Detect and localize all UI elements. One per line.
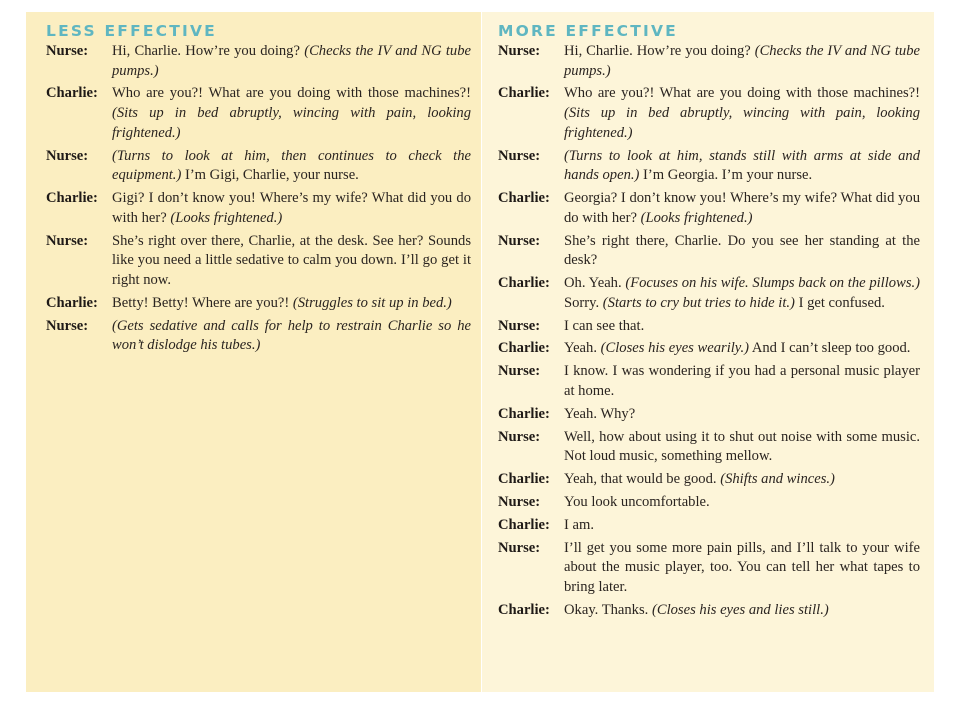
spoken-text: You look uncomfortable. <box>564 494 710 511</box>
dialogue-line <box>498 274 920 313</box>
dialogue-text <box>564 232 920 271</box>
spoken-text: Yeah. <box>564 340 601 357</box>
dialogue-text <box>564 362 920 401</box>
stage-direction: (Turns to look at him, stands still with arms at side and hands open.) <box>564 147 920 184</box>
speaker-label: Charlie: <box>498 471 550 488</box>
dialogue-text <box>112 232 471 291</box>
speaker-label: Nurse: <box>498 317 541 334</box>
dialogue-line <box>46 189 471 228</box>
dialogue-text <box>564 516 920 536</box>
less-effective-panel <box>26 12 481 692</box>
dialogue-text <box>564 405 920 425</box>
stage-direction: (Looks frightened.) <box>640 209 753 226</box>
speaker-label: Nurse: <box>498 363 541 380</box>
dialogue-line <box>498 362 920 401</box>
stage-direction: (Shifts and winces.) <box>720 471 835 488</box>
stage-direction: (Checks the IV and NG tube pumps.) <box>112 43 471 79</box>
dialogue-text <box>112 294 471 314</box>
dialogue-text <box>564 189 920 228</box>
dialogue-text <box>564 493 920 513</box>
stage-direction: (Struggles to sit up in bed.) <box>292 294 452 311</box>
stage-direction: (Gets sedative and calls for help to restrain Charlie so he won’t dislodge his tubes.) <box>112 317 471 354</box>
dialogue-line <box>46 232 471 291</box>
speaker-label: Nurse: <box>498 494 541 511</box>
spoken-text: Okay. Thanks. <box>564 601 652 618</box>
dialogue-text <box>564 42 920 81</box>
spoken-text: Betty! Betty! Where are you?! <box>112 294 293 311</box>
more-effective-panel <box>482 12 934 692</box>
spoken-text: Hi, Charlie. How’re you doing? <box>112 43 305 59</box>
speaker-label: Nurse: <box>498 539 541 556</box>
spoken-text: I am. <box>564 516 594 533</box>
dialogue-line <box>498 84 920 143</box>
spoken-text: Gigi? I don’t know you! Where’s my wife? What did you do with her? <box>112 190 471 226</box>
spoken-text: Sorry. <box>564 294 603 311</box>
speaker-label: Charlie: <box>498 85 550 102</box>
spoken-text: Yeah. Why? <box>564 405 636 422</box>
spoken-text: I’m Georgia. I’m your nurse. <box>639 167 813 184</box>
speaker-label: Charlie: <box>498 340 550 357</box>
speaker-label: Nurse: <box>498 232 541 249</box>
dialogue-text <box>112 147 471 186</box>
dialogue-text <box>564 601 920 621</box>
dialogue-line <box>498 42 920 81</box>
dialogue-line <box>46 317 471 356</box>
dialogue-text <box>564 428 920 467</box>
dialogue-line <box>498 493 920 513</box>
stage-direction: (Sits up in bed abruptly, wincing with pain, looking frightened.) <box>564 105 920 141</box>
spoken-text: Hi, Charlie. How’re you doing? <box>564 43 755 59</box>
spoken-text: I can see that. <box>564 317 645 334</box>
speaker-label: Charlie: <box>498 516 550 533</box>
spoken-text: Georgia? I don’t know you! Where’s my wife? What did you do with her? <box>564 190 920 226</box>
spoken-text: Who are you?! What are you doing with those machines?! <box>112 85 471 102</box>
more-effective-heading: MORE EFFECTIVE <box>498 22 678 40</box>
speaker-label: Nurse: <box>498 43 541 59</box>
spoken-text: I’m Gigi, Charlie, your nurse. <box>181 167 359 184</box>
speaker-label: Nurse: <box>498 428 541 445</box>
dialogue-line <box>498 405 920 425</box>
dialogue-text <box>112 317 471 356</box>
dialogue-line <box>46 147 471 186</box>
dialogue-line <box>498 317 920 337</box>
dialogue-text <box>112 42 471 81</box>
dialogue-line <box>498 470 920 490</box>
dialogue-line <box>498 539 920 598</box>
dialogue-line <box>46 84 471 143</box>
stage-direction: (Starts to cry but tries to hide it.) <box>602 294 795 311</box>
speaker-label: Charlie: <box>498 601 550 618</box>
dialogue-text <box>564 339 920 359</box>
speaker-label: Nurse: <box>46 317 89 334</box>
stage-direction: (Closes his eyes and lies still.) <box>651 601 829 618</box>
dialogue-line <box>498 428 920 467</box>
less-effective-heading: LESS EFFECTIVE <box>46 22 217 40</box>
dialogue-text <box>564 470 920 490</box>
stage-direction: (Checks the IV and NG tube pumps.) <box>564 43 920 79</box>
more-effective-dialogue <box>498 42 920 624</box>
spoken-text: I get confused. <box>794 294 885 311</box>
spoken-text: Well, how about using it to shut out noise with some music. Not loud music, something mellow. <box>564 428 920 465</box>
stage-direction: (Looks frightened.) <box>170 209 283 226</box>
speaker-label: Nurse: <box>46 43 89 59</box>
dialogue-line <box>46 42 471 81</box>
dialogue-line <box>498 339 920 359</box>
dialogue-text <box>564 539 920 598</box>
spoken-text: Yeah, that would be good. <box>564 471 721 488</box>
speaker-label: Charlie: <box>498 405 550 422</box>
speaker-label: Charlie: <box>46 294 98 311</box>
speaker-label: Nurse: <box>498 147 541 164</box>
stage-direction: (Turns to look at him, then continues to check the equipment.) <box>112 147 471 184</box>
spoken-text: I know. I was wondering if you had a personal music player at home. <box>564 363 920 399</box>
spoken-text: Who are you?! What are you doing with those machines?! <box>564 85 920 102</box>
dialogue-text <box>112 189 471 228</box>
dialogue-line <box>498 601 920 621</box>
spoken-text: She’s right there, Charlie. Do you see her standing at the desk? <box>564 232 920 269</box>
spoken-text: Oh. Yeah. <box>564 275 626 292</box>
speaker-label: Charlie: <box>46 190 98 207</box>
stage-direction: (Sits up in bed abruptly, wincing with pain, looking frightened.) <box>112 105 471 141</box>
stage-direction: (Focuses on his wife. Slumps back on the pillows.) <box>625 275 921 292</box>
dialogue-text <box>564 317 920 337</box>
spoken-text: And I can’t sleep too good. <box>749 340 911 357</box>
dialogue-line <box>498 232 920 271</box>
dialogue-text <box>564 147 920 186</box>
stage-direction: (Closes his eyes wearily.) <box>600 340 749 357</box>
spoken-text: She’s right over there, Charlie, at the desk. See her? Sounds like you need a little sedative to calm you down. I’ll go get it right now. <box>112 232 471 288</box>
speaker-label: Charlie: <box>498 275 550 292</box>
spoken-text: I’ll get you some more pain pills, and I’ll talk to your wife about the music player, too. You can tell her what tapes to bring later. <box>564 539 920 595</box>
speaker-label: Nurse: <box>46 232 89 249</box>
dialogue-text <box>564 84 920 143</box>
dialogue-line <box>498 516 920 536</box>
speaker-label: Charlie: <box>498 190 550 207</box>
speaker-label: Charlie: <box>46 85 98 102</box>
dialogue-line <box>498 147 920 186</box>
dialogue-line <box>46 294 471 314</box>
dialogue-line <box>498 189 920 228</box>
speaker-label: Nurse: <box>46 147 89 164</box>
dialogue-text <box>112 84 471 143</box>
dialogue-text <box>564 274 920 313</box>
less-effective-dialogue <box>46 42 471 359</box>
